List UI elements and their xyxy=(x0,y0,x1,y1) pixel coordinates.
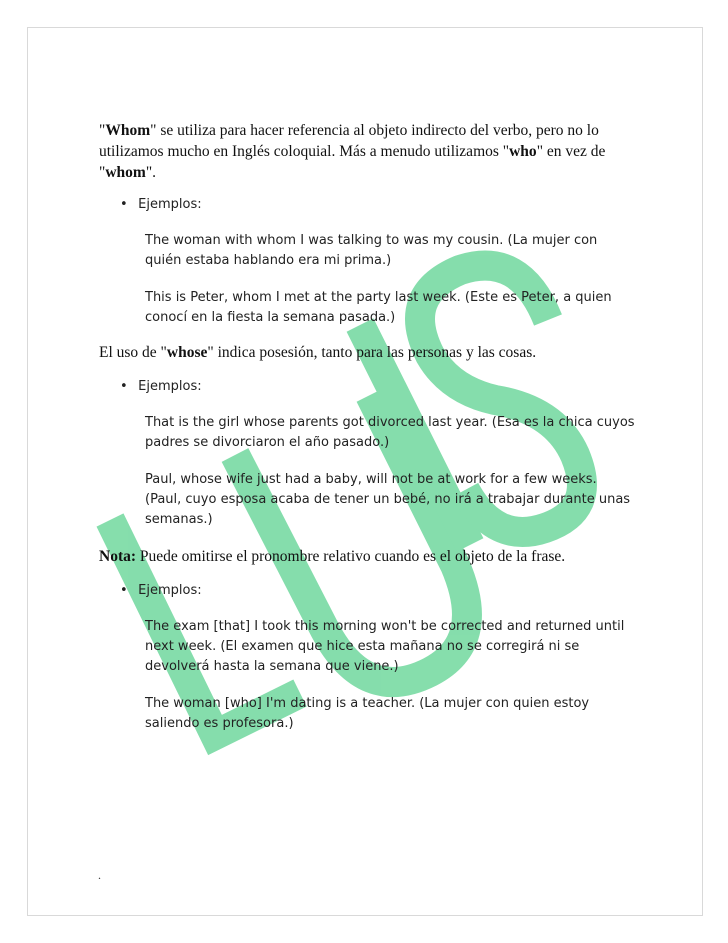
bullet-item: • Ejemplos: xyxy=(120,377,202,397)
intro-paragraph: "Whom" se utiliza para hacer referencia al objeto indirecto del verbo, pero no lo utilizamos mucho en Inglés coloquial. Más a menudo utilizamos "who" en vez de "whom". xyxy=(99,122,606,181)
bullet-dot: • xyxy=(120,583,128,598)
bullet-item: • Ejemplos: xyxy=(120,195,202,215)
example-text: That is the girl whose parents got divorced last year. (Esa es la chica cuyos padres se divorciaron el año pasado.) xyxy=(145,415,635,450)
example-text: The exam [that] I took this morning won't be corrected and returned until next week. (El examen que hice esta mañana no se corregirá ni se devolverá hasta la semana que viene.) xyxy=(145,619,625,674)
whom-bold: Whom xyxy=(105,122,151,139)
whose-heading: El uso de "whose" indica posesión, tanto para las personas y las cosas. xyxy=(99,344,537,361)
whose-bold: whose xyxy=(166,344,208,361)
whom2-bold: whom xyxy=(105,164,146,181)
bullet-dot: • xyxy=(120,197,128,212)
footer-mark: . xyxy=(98,868,101,882)
example-text: The woman [who] I'm dating is a teacher. (La mujer con quien estoy saliendo es profesora.) xyxy=(145,696,590,731)
nota-bold: Nota: xyxy=(99,548,137,565)
example-text: The woman with whom I was talking to was my cousin. (La mujer con quién estaba hablando era mi prima.) xyxy=(145,233,598,268)
nota-heading: Nota: Puede omitirse el pronombre relativo cuando es el objeto de la frase. xyxy=(99,548,566,565)
bullet-dot: • xyxy=(120,379,128,394)
example-text: This is Peter, whom I met at the party last week. (Este es Peter, a quien conocí en la fiesta la semana pasada.) xyxy=(145,290,612,325)
who-bold: who xyxy=(509,143,537,160)
bullet-item: • Ejemplos: xyxy=(120,581,202,601)
example-text: Paul, whose wife just had a baby, will not be at work for a few weeks. (Paul, cuyo esposa acaba de tener un bebé, no irá a trabajar durante unas semanas.) xyxy=(145,472,631,527)
